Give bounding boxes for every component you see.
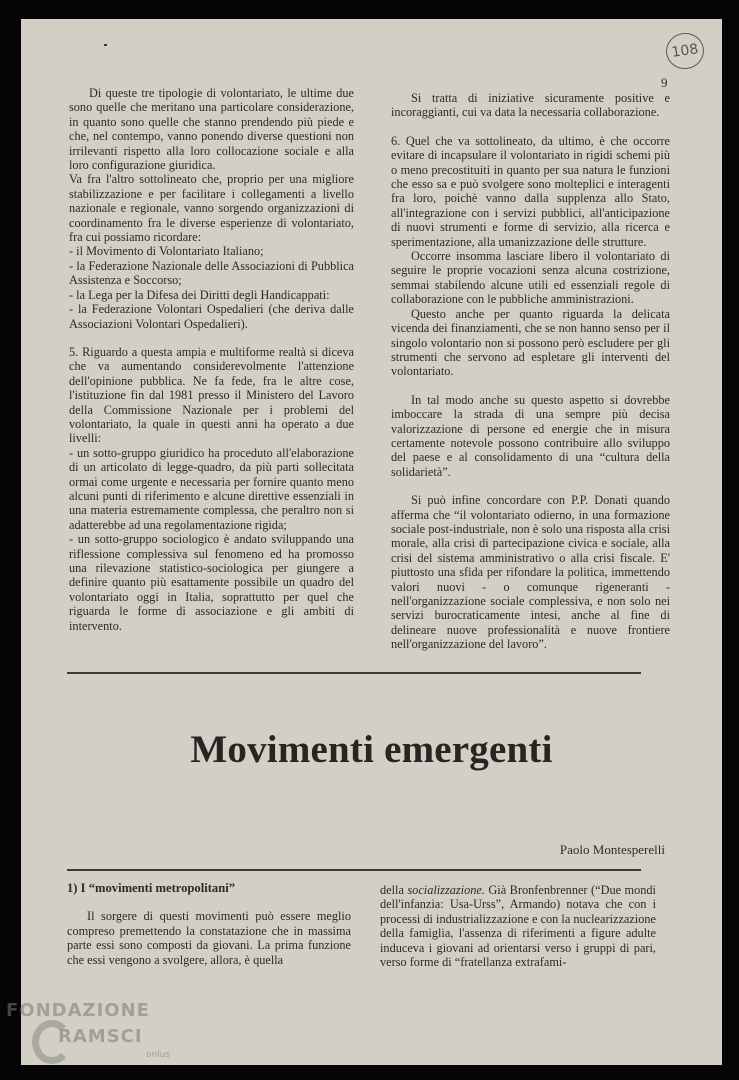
- paragraph: Si tratta di iniziative sicuramente positive e incoraggianti, cui va data la necessaria collaborazione.: [391, 91, 670, 120]
- paragraph: [380, 883, 656, 969]
- list-item: - la Federazione Volontari Ospedalieri (che deriva dalle Associazioni Volontari Ospedalieri).: [69, 302, 354, 331]
- list-item: - la Lega per la Difesa dei Diritti degli Handicappati:: [69, 287, 330, 302]
- paragraph: Occorre insomma lasciare libero il volontariato di seguire le proprie vocazioni senza alcuna costrizione, semmai stabilendo alcune utili ed essenziali regole di collaborazione con le pubbliche amministrazioni.: [391, 249, 670, 307]
- fondazione-gramsci-watermark: [6, 1000, 206, 1080]
- paragraph: In tal modo anche su questo aspetto si dovrebbe imboccare la strada di una sempre più decisa valorizzazione di persone ed energie che in misura certamente notevole possono contribuire allo sviluppo del paese e al consolidamento di una “cultura della solidarietà”.: [391, 392, 670, 479]
- handwritten-archive-number: 108: [664, 31, 707, 72]
- paragraph: Questo anche per quanto riguarda la delicata vicenda dei finanziamenti, che se non hanno senso per il singolo volontario non si possono però escludere per gli strumenti che servono ad espletare gli interventi del volontariato.: [391, 306, 670, 379]
- paragraph: Va fra l'altro sottolineato che, proprio per una migliore stabilizzazione e per facilitare i collegamenti a livello nazionale e regionale, vanno sorgendo organizzazioni di coordinamento fra le diverse esperienze di volontariato, fra cui possiamo ricordare:: [69, 172, 354, 245]
- paragraph: Di queste tre tipologie di volontariato, le ultime due sono quelle che meritano una particolare considerazione, in quanto sono quelle che stanno prendendo più piede e che, nel contempo, vanno ponendo diverse questioni non irrilevanti rispetto alla loro collocazione sociale e alla loro configurazione giuridica.: [69, 86, 354, 173]
- upper-left-column: [69, 86, 354, 633]
- list-item: - il Movimento di Volontariato Italiano;: [69, 244, 264, 259]
- list-item: - un sotto-gruppo sociologico è andato sviluppando una riflessione complessiva sul fenomeno ed ha promosso una rilevazione statistico-sociologica per giungere a definire quanto più esattamente possibile un quadro del volontariato oggi in Italia, soprattutto per quel che riguarda le forme di associazione e gli ambiti di intervento.: [69, 532, 354, 633]
- paragraph: 6. Quel che va sottolineato, da ultimo, è che occorre evitare di incapsulare il volontariato in rigidi schemi più o meno precostituiti in quanto per sua natura le funzioni che esso sa e può svolgere sono molteplici e interagenti fra loro, poichè vanno dalla supplenza allo Stato, all'integrazione con i servizi pubblici, all'anticipazione di nuovi strumenti e forme di servizio, alla ricerca e sperimentazione, alla umanizzazione delle strutture.: [391, 133, 670, 249]
- italic-term: socializzazione.: [407, 883, 485, 897]
- page-number: 9: [661, 75, 668, 90]
- document-page: [21, 19, 722, 1065]
- watermark-line: FONDAZIONE: [6, 1000, 150, 1021]
- watermark-line: onlus: [146, 1050, 171, 1060]
- horizontal-rule: [67, 869, 641, 871]
- paragraph: Si può infine concordare con P.P. Donati quando afferma che “il volontariato odierno, in una formazione sociale post-industriale, non è solo una risposta alla crisi morale, alla crisi di partecipazione civica e sociale, alla crisi del sistema amministrativo o alla crisi fiscale. E' piuttosto una sfida per rifondare la politica, immettendo valori nuovi - o comunque rigeneranti - nell'organizzazione sociale complessiva, e non solo nei servizi burocraticamente intesi, anche al fine di delineare nuove professionalità e nuove frontiere nell'organizzazione del lavoro”.: [391, 493, 670, 652]
- author-name: Paolo Montesperelli: [559, 842, 665, 857]
- horizontal-rule: [67, 672, 641, 674]
- subsection-heading: 1) I “movimenti metropolitani”: [67, 881, 236, 895]
- list-item: - un sotto-gruppo giuridico ha proceduto all'elaborazione di un articolato di legge-quadro, da più parti sollecitata ormai come urgente e necessaria per fornire quanto meno alcuni punti di riferimento e alcune direttive essenziali in una materia estremamente complessa, che peraltro non si adatterebbe ad una regolamentazione rigida;: [69, 445, 354, 532]
- lower-left-column: [67, 881, 351, 967]
- ink-speck: [104, 44, 107, 46]
- list-item: - la Federazione Nazionale delle Associazioni di Pubblica Assistenza e Soccorso;: [69, 258, 354, 288]
- paragraph-text: Già Bronfenbrenner (“Due mondi dell'infanzia: Usa-Urss”, Armando) notava che con i processi di industrializzazione e con la nuclearizzazione della famiglia, l'assenza di riferimenti a figure adulte induceva i giovani ad orientarsi verso i gruppi di pari, verso forme di “fratellanza extrafami-: [380, 883, 656, 970]
- paragraph: 5. Riguardo a questa ampia e multiforme realtà si diceva che va aumentando considerevolmente l'attenzione dell'opinione pubblica. Ne fa fede, fra le altre cose, l'istituzione fin dal 1981 presso il Ministero del Lavoro della Commissione Nazionale per i problemi del volontariato, la quale in questi anni ha operato a due livelli:: [69, 344, 354, 446]
- paragraph: Il sorgere di questi movimenti può essere meglio compreso premettendo la constatazione che in massima parte essi sono composti da giovani. La prima funzione che essi vengono a svolgere, allora, è quella: [67, 909, 351, 967]
- watermark-line: RAMSCI: [58, 1026, 143, 1047]
- lower-right-column: [380, 883, 656, 969]
- lead-text: della: [380, 883, 408, 897]
- upper-right-column: [391, 91, 670, 652]
- section-title: Movimenti emergenti: [190, 728, 553, 771]
